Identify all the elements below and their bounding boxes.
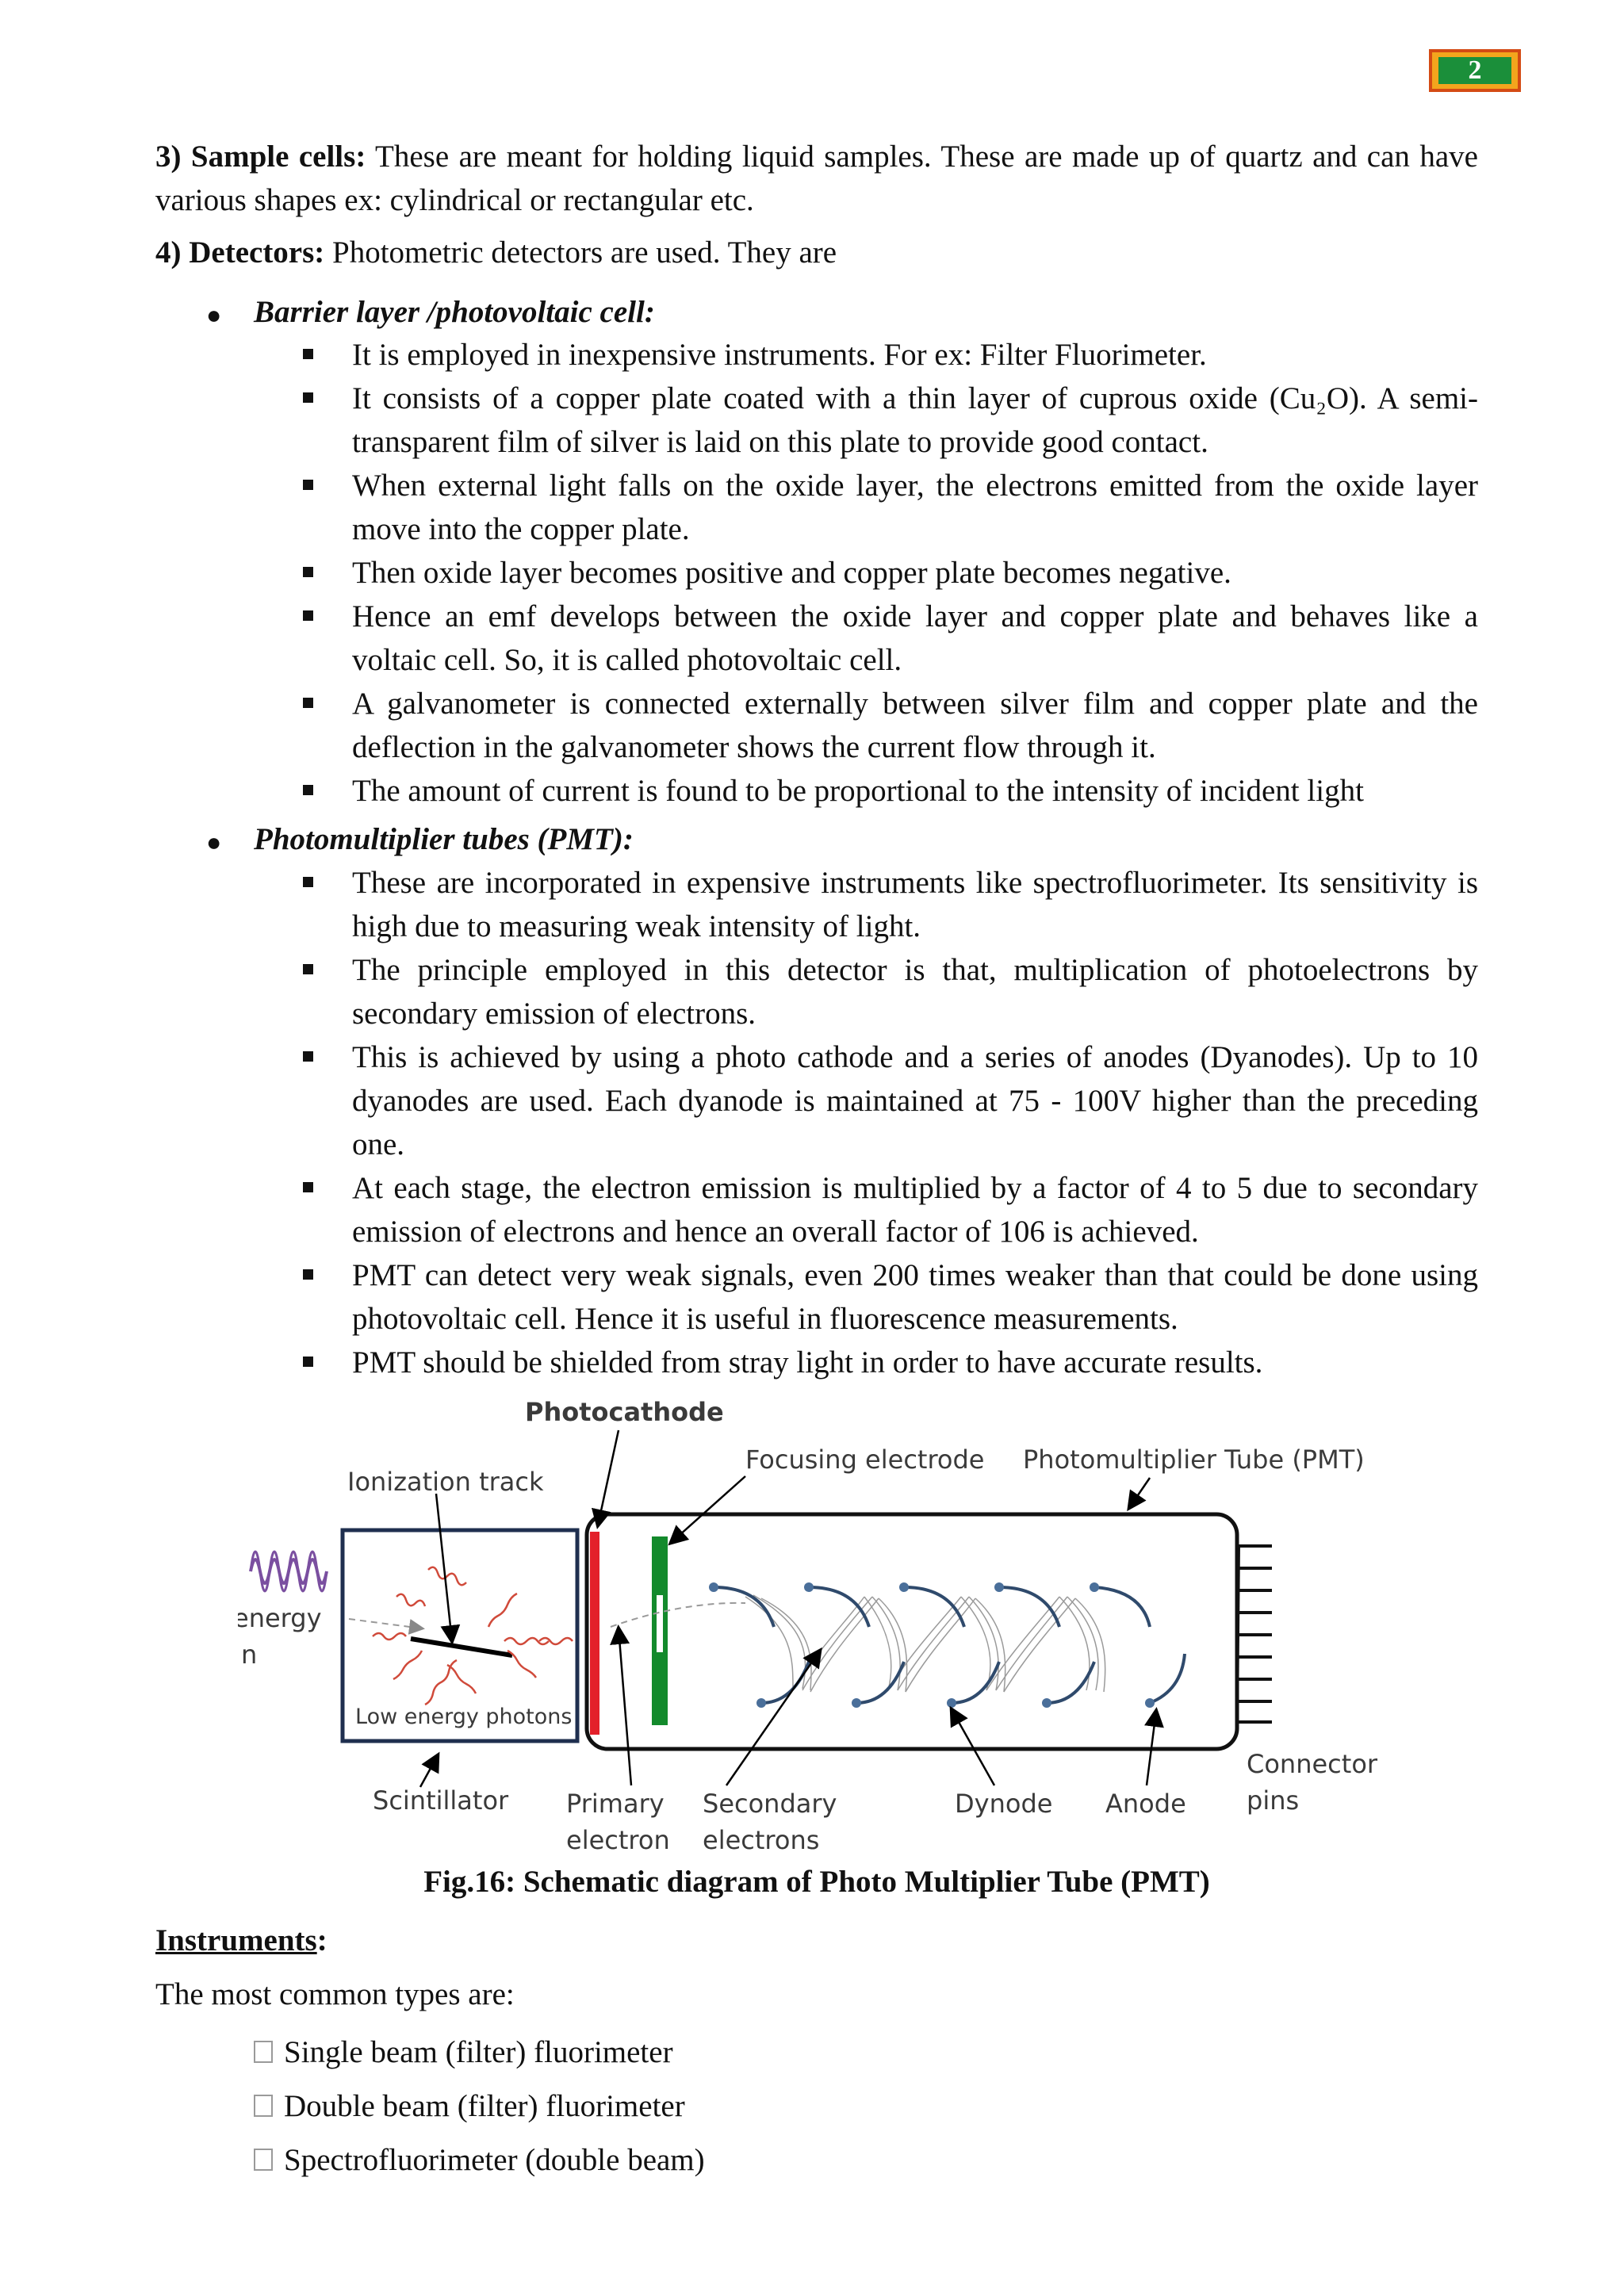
list-item: A galvanometer is connected externally between silver film and copper plate and the deflection in the galvanometer shows the current flow through it.: [303, 682, 1478, 769]
pmt-heading: Photomultiplier tubes (PMT):: [254, 822, 634, 856]
page-number-badge: [1429, 49, 1521, 92]
list-item: Hence an emf develops between the oxide layer and copper plate and behaves like a voltaic cell. So, it is called photovoltaic cell.: [303, 595, 1478, 682]
square-bullet-icon: [303, 567, 313, 577]
instruments-intro: The most common types are:: [155, 1977, 515, 2011]
square-bullet-icon: [303, 785, 313, 795]
list-item: It consists of a copper plate coated with a thin layer of cuprous oxide (Cu₂O). A semi-transparent film of silver is laid on this plate to provide good contact.: [303, 377, 1478, 464]
sample-cells-heading: 3) Sample cells:: [155, 140, 366, 174]
list-item: Single beam (filter) fluorimeter: [254, 2025, 705, 2079]
barrier-layer-heading: Barrier layer /photovoltaic cell:: [254, 295, 655, 329]
pmt-title-label: Photomultiplier Tube (PMT): [1023, 1445, 1365, 1475]
list-item: At each stage, the electron emission is multiplied by a factor of 4 to 5 due to secondary emission of electrons and hence an overall factor of 106 is achieved.: [303, 1166, 1478, 1253]
sample-cells-text: These are meant for holding liquid samples. These are made up of quartz and can have various shapes ex: cylindrical or rectangular etc.: [155, 140, 1478, 217]
secondary-label: Secondary: [703, 1789, 837, 1819]
square-bullet-icon: [303, 877, 313, 887]
scintillator-label: Scintillator: [373, 1785, 509, 1816]
photocathode-label: Photocathode: [525, 1397, 724, 1427]
page-number: 2: [1438, 57, 1511, 84]
primary-electron-path: [611, 1603, 745, 1627]
list-item: The amount of current is found to be proportional to the intensity of incident light: [303, 769, 1478, 813]
pmt-list: [303, 861, 1478, 1384]
list-item: This is achieved by using a photo cathode and a series of anodes (Dyanodes). Up to 10 dyanodes are used. Each dyanode is maintained at 75 - 100V higher than the preceding one.: [303, 1035, 1478, 1166]
photocathode-plate: [590, 1532, 599, 1735]
electron-label: electron: [566, 1825, 670, 1855]
bullet-dot: ●: [206, 828, 222, 856]
energy-label: energy: [238, 1603, 322, 1633]
detectors-paragraph: [155, 231, 1478, 274]
list-item: The principle employed in this detector is that, multiplication of photoelectrons by secondary emission of electrons.: [303, 948, 1478, 1035]
square-bullet-icon: [303, 698, 313, 708]
connector-label: Connector: [1247, 1749, 1378, 1779]
list-item: These are incorporated in expensive instruments like spectrofluorimeter. Its sensitivity is high due to measuring weak intensity of light.: [303, 861, 1478, 948]
ionization-track-label: Ionization track: [347, 1467, 544, 1497]
square-bullet-icon: [303, 480, 313, 490]
bullet-dot: ●: [206, 300, 222, 329]
list-item: Then oxide layer becomes positive and copper plate becomes negative.: [303, 551, 1478, 595]
sample-cells-paragraph: [155, 135, 1478, 222]
square-bullet-icon: [303, 1269, 313, 1280]
list-item: PMT should be shielded from stray light in order to have accurate results.: [303, 1341, 1478, 1384]
focusing-electrode-label: Focusing electrode: [745, 1445, 985, 1475]
pmt-tube-body: [587, 1514, 1237, 1749]
list-item: It is employed in inexpensive instruments. For ex: Filter Fluorimeter.: [303, 333, 1478, 377]
square-bullet-icon: [303, 349, 313, 359]
square-bullet-icon: [303, 1182, 313, 1192]
energy-label-line2: n: [241, 1640, 258, 1670]
pins-label: pins: [1247, 1785, 1300, 1816]
connector-pins: [1237, 1544, 1272, 1722]
empty-box-icon: [254, 2041, 273, 2063]
list-item: PMT can detect very weak signals, even 200 times weaker than that could be done using photovoltaic cell. Hence it is useful in fluorescence measurements.: [303, 1253, 1478, 1341]
detectors-text: Photometric detectors are used. They are: [324, 235, 837, 270]
primary-label: Primary: [566, 1789, 665, 1819]
square-bullet-icon: [303, 392, 313, 403]
square-bullet-icon: [303, 964, 313, 974]
pmt-diagram: [238, 1389, 1411, 1857]
electrons-label: electrons: [703, 1825, 820, 1855]
list-item: Double beam (filter) fluorimeter: [254, 2079, 705, 2133]
figure-caption: Fig.16: Schematic diagram of Photo Multiplier Tube (PMT): [423, 1865, 1210, 1899]
incoming-photon-wave: [251, 1552, 327, 1591]
low-energy-photons-label: Low energy photons: [355, 1705, 573, 1729]
instruments-heading: Instruments: [155, 1923, 317, 1957]
square-bullet-icon: [303, 610, 313, 621]
instruments-list: [254, 2025, 705, 2187]
instruments-heading-line: Instruments:: [155, 1923, 327, 1957]
dynodes-bottom: [761, 1654, 1185, 1703]
empty-box-icon: [254, 2095, 273, 2117]
square-bullet-icon: [303, 1357, 313, 1367]
detectors-heading: 4) Detectors:: [155, 235, 325, 270]
list-item: When external light falls on the oxide layer, the electrons emitted from the oxide layer move into the copper plate.: [303, 464, 1478, 551]
dynode-label: Dynode: [955, 1789, 1053, 1819]
focusing-electrode-slit: [657, 1595, 663, 1652]
list-item: Spectrofluorimeter (double beam): [254, 2133, 705, 2187]
empty-box-icon: [254, 2149, 273, 2171]
barrier-layer-list: [303, 333, 1478, 813]
square-bullet-icon: [303, 1051, 313, 1062]
anode-label: Anode: [1105, 1789, 1186, 1819]
